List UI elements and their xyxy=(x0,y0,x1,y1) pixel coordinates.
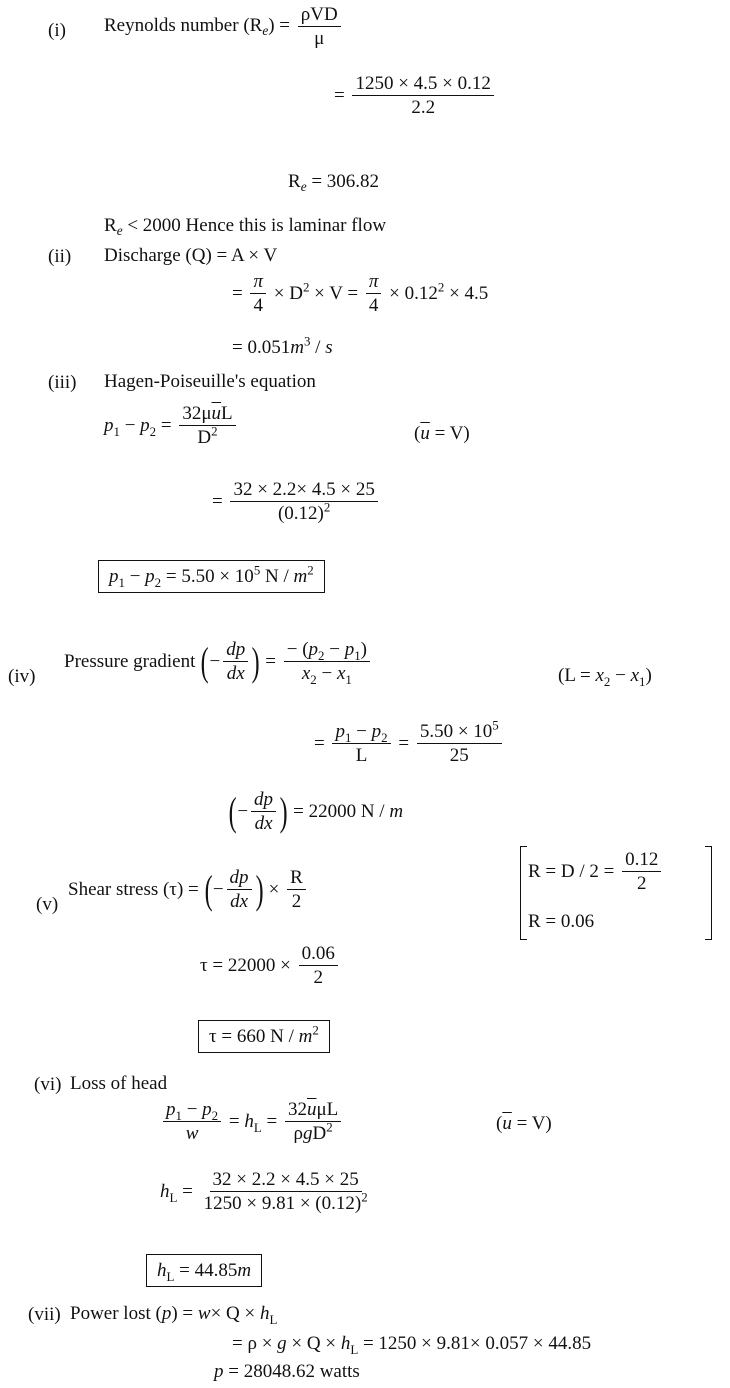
label-iii: (iii) xyxy=(48,372,77,393)
reynolds-formula: Reynolds number $(R_e)$ = $\frac{\text{ρVD}}{\mu}$ xyxy=(104,5,344,48)
loss-head-substitution: $h_L$ = $\frac{32 \times 2.2 \times 4.5 \times 25}{1250 \times 9.81 \times (0.12)^2}$ xyxy=(160,1169,368,1214)
discharge-result: = $0.051m^3$ / s xyxy=(232,333,333,358)
discharge-formula: Discharge (Q) = A × V xyxy=(104,245,278,266)
power-lost-formula: Power lost $(p) = w\times Q \times h_L$ xyxy=(70,1303,278,1327)
laminar-note: $R_e < 2000$ Hence this is laminar flow xyxy=(104,215,387,238)
hagen-title: Hagen-Poiseuille's equation xyxy=(104,371,316,392)
label-v: (v) xyxy=(36,894,59,915)
discharge-substitution: = $\frac{\pi}{4}$ × $D^2 \times V$ = $\frac{\pi}{4}$ × $0.12^2 \times 4.5$ xyxy=(232,271,489,316)
pressure-gradient-formula: Pressure gradient (− $\frac{dp}{dx}$ ) = $\frac{- (p_2 - p_1)}{x_2 - x_1}$ xyxy=(64,640,373,683)
loss-head-result-box: $h_L = 44.85m$ xyxy=(146,1254,262,1287)
label-vi: (vi) xyxy=(34,1074,62,1095)
hagen-side-note: $(\overline{u} = V)$ xyxy=(414,423,470,444)
power-lost-substitution: = $\rho \times g \times Q \times h_L = 1250 \times 9.81\times 0.057 \times 44.85$ xyxy=(232,1333,592,1357)
shear-stress-substitution: τ = 22000 × $\frac{0.06}{2}$ xyxy=(200,944,341,987)
pressure-gradient-side-note: $(L = x_2 - x_1)$ xyxy=(558,665,652,689)
loss-head-title: Loss of head xyxy=(70,1073,168,1094)
reynolds-result: $R_e = 306.82$ xyxy=(288,171,380,194)
shear-stress-formula: Shear stress (τ) = (− $\frac{dp}{dx}$ ) × $\frac{R}{2}$ xyxy=(68,868,309,911)
loss-head-side-note: $(\overline{u} = V)$ xyxy=(496,1113,552,1134)
label-ii: (ii) xyxy=(48,246,72,267)
label-i: (i) xyxy=(48,20,66,41)
hagen-substitution: = $\frac{32 \times 2.2\times 4.5 \times 25}{(0.12)^2}$ xyxy=(212,480,381,523)
pressure-drop-result-box: $p_1 - p_2 = 5.50 \times 10^5$ N / $m^2$ xyxy=(98,560,325,593)
hagen-formula: $p_1 - p_2$ = $\frac{32\mu\overline{u}L}{D^2}$ xyxy=(104,404,239,447)
power-lost-result: p = 28048.62 watts xyxy=(214,1361,360,1382)
radius-definition: R = D / 2 = $\frac{0.12}{2}$ xyxy=(528,850,664,893)
reynolds-substitution: = $\frac{1250 \times 4.5 \times 0.12}{2.2}$ xyxy=(334,74,497,117)
label-vii: (vii) xyxy=(28,1304,61,1325)
loss-head-formula: $\frac{p_1 - p_2}{w}$ = $h_L$ = $\frac{32\overline{u}\mu L}{\rho gD^2}$ xyxy=(160,1100,344,1143)
shear-stress-result-box: τ = 660 N / $m^2$ xyxy=(198,1020,330,1053)
radius-value: R = 0.06 xyxy=(528,911,595,932)
label-iv: (iv) xyxy=(8,666,36,687)
pressure-gradient-result: (− $\frac{dp}{dx}$ ) = 22000 N / m xyxy=(228,788,404,834)
pressure-gradient-substitution: = $\frac{p_1 - p_2}{L}$ = $\frac{5.50 \times 10^5}{25}$ xyxy=(314,722,505,765)
